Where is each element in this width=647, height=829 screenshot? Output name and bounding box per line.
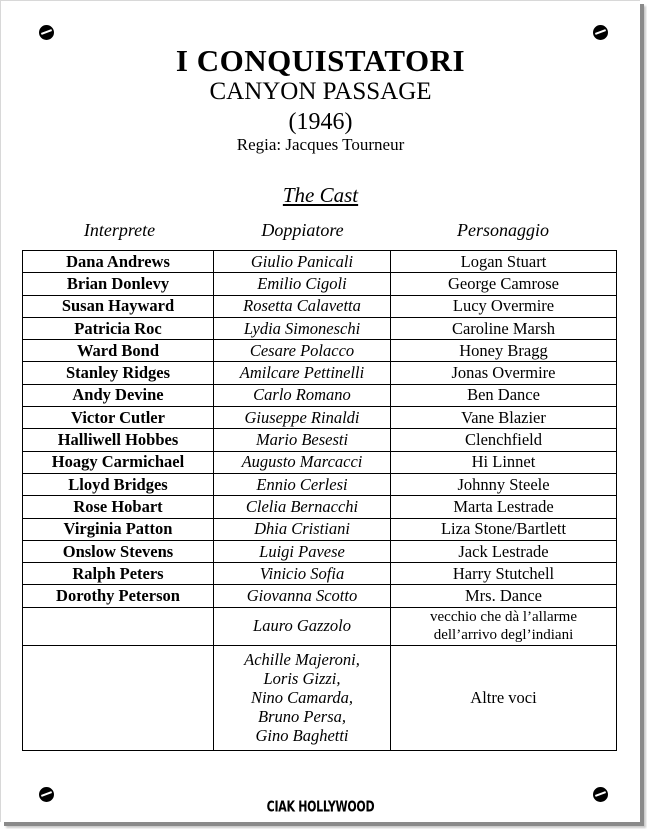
dubber-cell: Mario Besesti <box>214 429 391 451</box>
dubber-cell: Dhia Cristiani <box>214 518 391 540</box>
dubber-cell: Giuseppe Rinaldi <box>214 407 391 429</box>
actor-cell: Stanley Ridges <box>23 362 214 384</box>
dubber-line: Loris Gizzi, <box>263 669 341 689</box>
character-line: dell’arrivo degl’indiani <box>433 627 574 644</box>
actor-cell: Susan Hayward <box>23 295 214 317</box>
actor-cell: Ward Bond <box>23 340 214 362</box>
dubber-cell: Ennio Cerlesi <box>214 473 391 495</box>
table-row <box>23 607 617 645</box>
footer-logo: CIAK HOLLYWOOD <box>266 797 375 816</box>
character-cell: George Camrose <box>391 273 617 295</box>
release-year: (1946) <box>288 109 353 135</box>
table-row <box>23 384 617 406</box>
character-cell: Johnny Steele <box>391 473 617 495</box>
dubber-cell: Vinicio Sofia <box>214 563 391 585</box>
table-row <box>23 563 617 585</box>
actor-cell: Andy Devine <box>23 384 214 406</box>
actor-cell: Onslow Stevens <box>23 540 214 562</box>
actor-cell: Dorothy Peterson <box>23 585 214 607</box>
dubber-cell: Rosetta Calavetta <box>214 295 391 317</box>
character-cell: Harry Stutchell <box>391 563 617 585</box>
character-cell: Caroline Marsh <box>391 317 617 339</box>
page-title: I CONQUISTATORI <box>175 43 466 78</box>
column-header-interprete: Interprete <box>83 220 156 240</box>
dubber-cell: Clelia Bernacchi <box>214 496 391 518</box>
character-cell: Logan Stuart <box>391 251 617 273</box>
actor-cell <box>23 607 214 645</box>
dubber-cell: Giovanna Scotto <box>214 585 391 607</box>
screw-icon <box>39 25 54 40</box>
dubber-line: Gino Baghetti <box>255 726 349 746</box>
character-line: vecchio che dà l’allarme <box>430 609 577 626</box>
dubber-line: Achille Majeroni, <box>244 650 360 670</box>
original-title: CANYON PASSAGE <box>209 78 432 105</box>
character-cell: Altre voci <box>391 645 617 750</box>
cast-table <box>22 250 617 751</box>
actor-cell: Patricia Roc <box>23 317 214 339</box>
section-title: The Cast <box>282 183 359 207</box>
actor-cell: Victor Cutler <box>23 407 214 429</box>
character-cell: Honey Bragg <box>391 340 617 362</box>
table-row <box>23 407 617 429</box>
table-row <box>23 317 617 339</box>
table-row <box>23 496 617 518</box>
actor-cell: Ralph Peters <box>23 563 214 585</box>
screw-icon <box>593 25 608 40</box>
character-cell: Vane Blazier <box>391 407 617 429</box>
actor-cell: Hoagy Carmichael <box>23 451 214 473</box>
dubber-cell: Lauro Gazzolo <box>214 607 391 645</box>
actor-cell: Lloyd Bridges <box>23 473 214 495</box>
table-row <box>23 251 617 273</box>
dubber-cell <box>214 645 391 750</box>
actor-cell: Rose Hobart <box>23 496 214 518</box>
character-cell: Clenchfield <box>391 429 617 451</box>
character-cell: Ben Dance <box>391 384 617 406</box>
actor-cell: Halliwell Hobbes <box>23 429 214 451</box>
dubber-line: Nino Camarda, <box>250 688 354 708</box>
table-row <box>23 645 617 750</box>
character-cell: Jack Lestrade <box>391 540 617 562</box>
table-row <box>23 451 617 473</box>
table-row <box>23 429 617 451</box>
table-row <box>23 273 617 295</box>
dubber-cell: Carlo Romano <box>214 384 391 406</box>
dubber-cell: Lydia Simoneschi <box>214 317 391 339</box>
dubber-cell: Giulio Panicali <box>214 251 391 273</box>
column-header-doppiatore: Doppiatore <box>261 220 344 240</box>
actor-cell: Dana Andrews <box>23 251 214 273</box>
dubber-line: Bruno Persa, <box>258 707 346 727</box>
table-row <box>23 540 617 562</box>
director-credit: Regia: Jacques Tourneur <box>236 135 405 154</box>
actor-cell <box>23 645 214 750</box>
table-row <box>23 585 617 607</box>
dubber-cell: Luigi Pavese <box>214 540 391 562</box>
dubber-cell: Cesare Polacco <box>214 340 391 362</box>
character-cell: Jonas Overmire <box>391 362 617 384</box>
table-row <box>23 473 617 495</box>
character-cell: Mrs. Dance <box>391 585 617 607</box>
table-row <box>23 518 617 540</box>
actor-cell: Brian Donlevy <box>23 273 214 295</box>
column-header-personaggio: Personaggio <box>457 220 549 240</box>
character-cell: Liza Stone/Bartlett <box>391 518 617 540</box>
dubber-cell: Amilcare Pettinelli <box>214 362 391 384</box>
character-cell: Marta Lestrade <box>391 496 617 518</box>
actor-cell: Virginia Patton <box>23 518 214 540</box>
table-row <box>23 340 617 362</box>
character-cell: Lucy Overmire <box>391 295 617 317</box>
dubber-cell: Augusto Marcacci <box>214 451 391 473</box>
table-row <box>23 362 617 384</box>
character-cell: Hi Linnet <box>391 451 617 473</box>
table-row <box>23 295 617 317</box>
character-cell <box>391 607 617 645</box>
dubber-cell: Emilio Cigoli <box>214 273 391 295</box>
